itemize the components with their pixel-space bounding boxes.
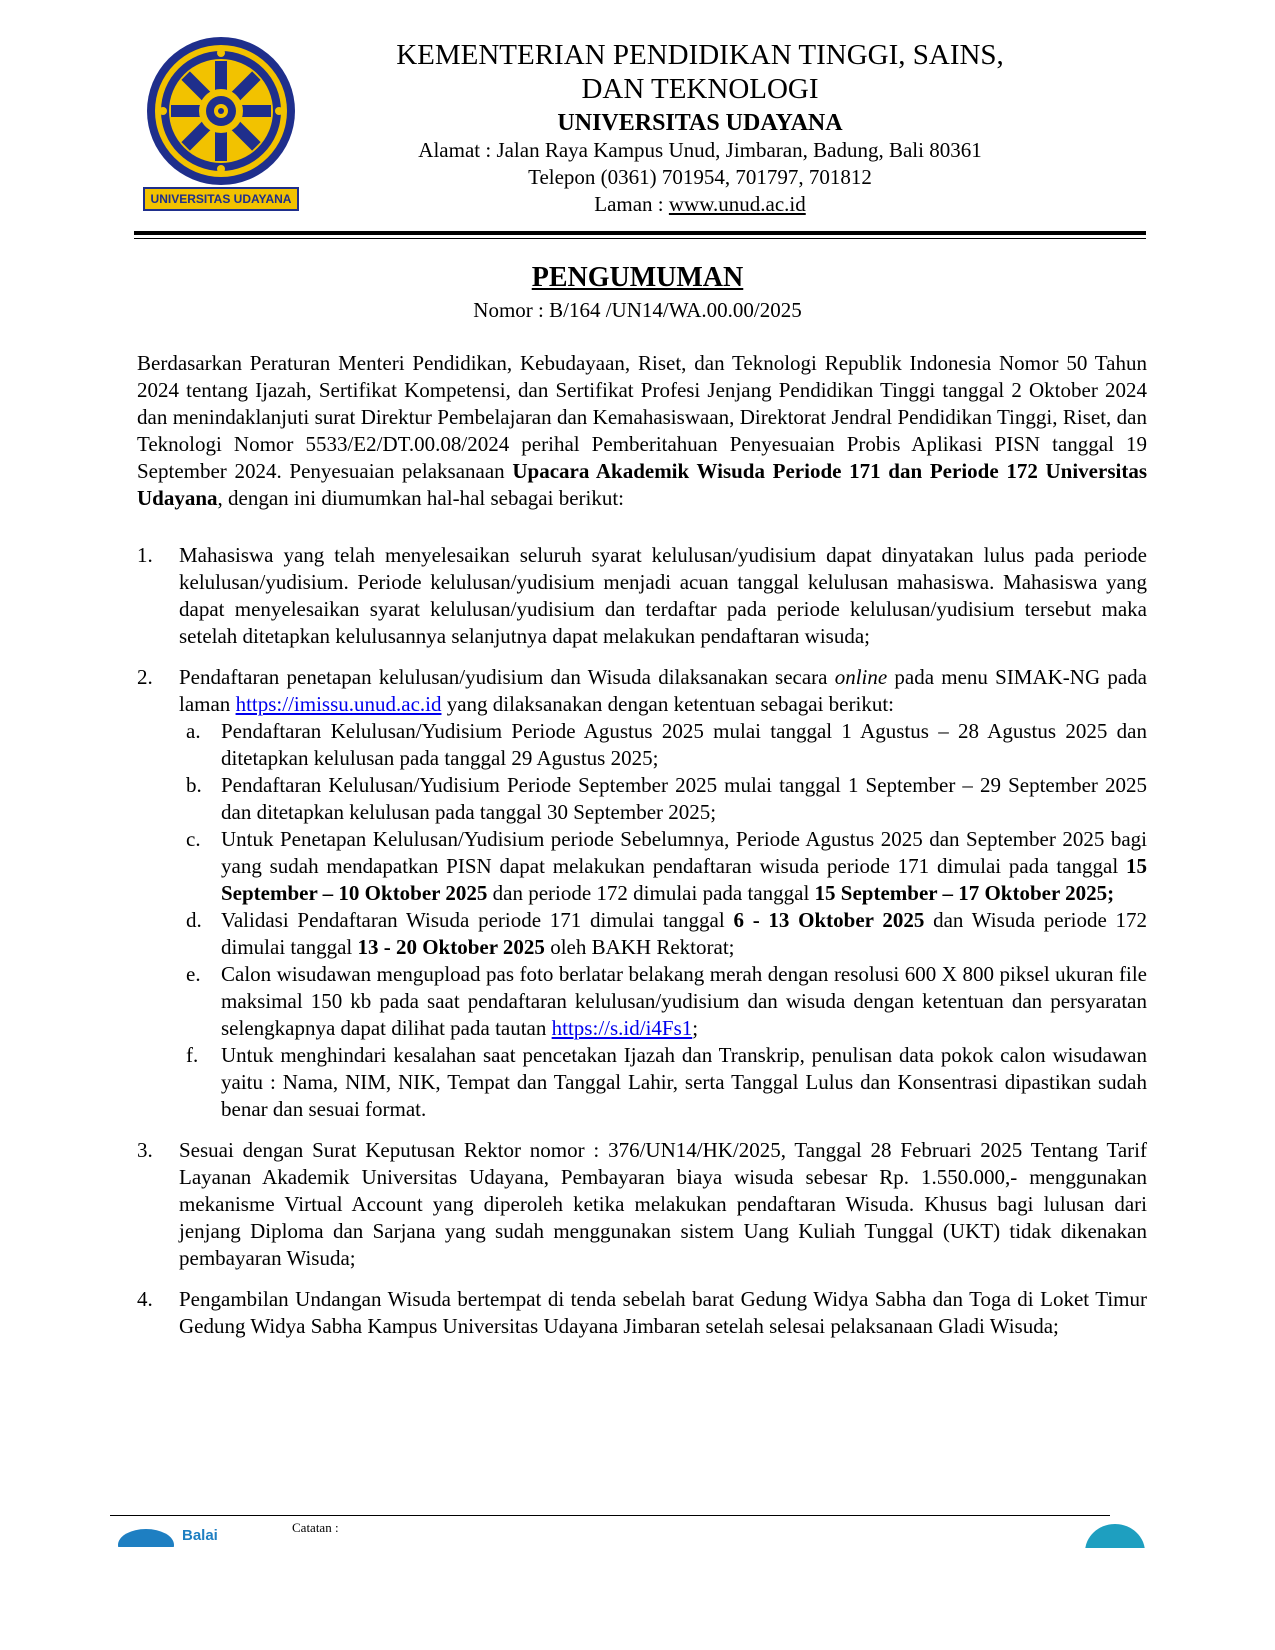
address: Alamat : Jalan Raya Kampus Unud, Jimbaran, Badung, Bali 80361 [418,138,982,162]
phone: Telepon (0361) 701954, 701797, 701812 [528,165,872,189]
list-item-4 [137,1286,1147,1340]
logo-banner-text: UNIVERSITAS UDAYANA [150,192,292,206]
list-item-3 [137,1137,1147,1272]
sub-bold: 6 - 13 Oktober 2025 [733,908,925,932]
sub-letter: f. [186,1043,199,1067]
university-logo [142,35,300,213]
intro-text-1: Berdasarkan Peraturan Menteri Pendidikan, Kebudayaan, Riset, dan Teknologi Republik Indonesia Nomor 50 Tahun 2024 tentang Ijazah, Sertifikat Kompetensi, dan Sertifikat Profesi Jenjang Pendidikan Tinggi tanggal 2 Oktober 2024 dan menindaklanjuti surat Direktur Pembelajaran dan Kemahasiswaan, Direktorat Jendral Pendidikan Tinggi, Riset, dan Teknologi Nomor 5533/E2/DT.00.08/2024 perihal Pemberitahuan Penyesuaian Probis Aplikasi PISN tanggal 19 September 2024. Penyesuaian pelaksanaan [137,351,1147,483]
item-text [179,664,1147,718]
sub-text: Pendaftaran Kelulusan/Yudisium Periode September 2025 mulai tanggal 1 September – 29 September 2025 dan ditetapkan kelulusan pada tanggal 30 September 2025; [221,773,1147,824]
sub-letter: d. [186,908,202,932]
sub-text: Untuk menghindari kesalahan saat pencetakan Ijazah dan Transkrip, penulisan data pokok calon wisudawan yaitu : Nama, NIM, NIK, Tempat dan Tanggal Lahir, serta Tanggal Lulus dan Konsentrasi dipastikan sudah benar dan sesuai format. [221,1043,1147,1121]
footer-rule [110,1515,1110,1516]
university-name: UNIVERSITAS UDAYANA [557,110,843,136]
item-text: Mahasiswa yang telah menyelesaikan seluruh syarat kelulusan/yudisium dapat dinyatakan lulus pada periode kelulusan/yudisium. Periode kelulusan/yudisium menjadi acuan tanggal kelulusan mahasiswa. Mahasiswa yang dapat menyelesaikan syarat kelulusan/yudisium dan terdaftar pada periode kelulusan/yudisium tersebut maka setelah ditetapkan kelulusannya selanjutnya dapat melakukan pendaftaran wisuda; [179,543,1147,648]
photo-guide-link[interactable]: https://s.id/i4Fs1 [551,1016,693,1040]
item-number: 1. [137,543,153,567]
sub-item-b [179,772,1147,826]
list-item-1 [137,542,1147,650]
sub-text: Pendaftaran Kelulusan/Yudisium Periode Agustus 2025 mulai tanggal 1 Agustus – 28 Agustus 2025 dan ditetapkan kelulusan pada tanggal 29 Agustus 2025; [221,719,1147,770]
sub-bold: 15 September – 17 Oktober 2025; [814,881,1115,905]
header-rule-thick [134,231,1146,235]
document-body [137,350,1147,1354]
item-text-part: yang dilaksanakan dengan ketentuan sebagai berikut: [441,692,894,716]
item-text-part: Pendaftaran penetapan kelulusan/yudisium dan Wisuda dilaksanakan secara [179,665,835,689]
sub-letter: c. [186,827,201,851]
item-text: Pengambilan Undangan Wisuda bertempat di tenda sebelah barat Gedung Widya Sabha dan Toga di Loket Timur Gedung Widya Sabha Kampus Universitas Udayana Jimbaran setelah selesai pelaksanaan Gladi Wisuda; [179,1287,1147,1338]
sub-item-d [179,907,1147,961]
item-italic: online [834,665,888,689]
website-label: Laman : [594,192,669,216]
sub-item-f [179,1042,1147,1123]
sub-item-c [179,826,1147,907]
intro-bold: Upacara Akademik Wisuda Periode 171 dan Periode 172 Universitas Udayana [137,459,1147,510]
item-text: Sesuai dengan Surat Keputusan Rektor nomor : 376/UN14/HK/2025, Tanggal 28 Februari 2025 Tentang Tarif Layanan Akademik Universitas Udayana, Pembayaran biaya wisuda sebesar Rp. 1.550.000,- menggunakan mekanisme Virtual Account yang diperoleh ketika melakukan pendaftaran Wisuda. Khusus bagi lulusan dari jenjang Diploma dan Sarjana yang sudah menggunakan sistem Uang Kuliah Tunggal (UKT) tidak dikenakan pembayaran Wisuda; [179,1138,1147,1270]
sub-text: Untuk Penetapan Kelulusan/Yudisium periode Sebelumnya, Periode Agustus 2025 dan September 2025 bagi yang sudah mendapatkan PISN dapat melakukan pendaftaran wisuda periode 171 dimulai pada tanggal [221,827,1147,878]
sub-text: Validasi Pendaftaran Wisuda periode 171 dimulai tanggal [221,908,734,932]
sub-text: oleh BAKH Rektorat; [544,935,735,959]
item-number: 2. [137,665,153,689]
ministry-line-1: KEMENTERIAN PENDIDIKAN TINGGI, SAINS, [396,39,1004,71]
sub-text: Calon wisudawan mengupload pas foto berlatar belakang merah dengan resolusi 600 X 800 piksel ukuran file maksimal 150 kb pada saat pendaftaran kelulusan/yudisium dan wisuda dengan ketentuan dan persyaratan selengkapnya dapat dilihat pada tautan [221,962,1147,1040]
ministry-line-2: DAN TEKNOLOGI [581,73,819,105]
sub-text: dan periode 172 dimulai pada tanggal [487,881,815,905]
sub-letter: b. [186,773,202,797]
document-title: PENGUMUMAN [531,262,744,293]
intro-text-2: , dengan ini diumumkan hal-hal sebagai berikut: [217,486,625,510]
bsre-seal-icon [1082,1522,1148,1548]
sub-text: ; [692,1016,699,1040]
sub-text: dan Wisuda periode 172 dimulai tanggal [221,908,1147,959]
intro-paragraph [137,350,1147,512]
sub-bold: 15 September – 10 Oktober 2025 [221,854,1147,905]
bsre-logo-text: Balai [182,1527,218,1544]
sub-item-e [179,961,1147,1042]
item-text-part: pada menu SIMAK-NG pada laman [179,665,1147,716]
item-number: 3. [137,1138,153,1162]
sub-letter: e. [186,962,201,986]
letterhead [300,38,1100,218]
document-number: Nomor : B/164 /UN14/WA.00.00/2025 [473,298,802,322]
simak-link[interactable]: https://imissu.unud.ac.id [235,692,442,716]
bsre-logo-icon [118,1527,238,1547]
website-link[interactable]: www.unud.ac.id [668,192,806,216]
sub-item-a [179,718,1147,772]
sub-bold: 13 - 20 Oktober 2025 [357,935,545,959]
list-item-2 [137,664,1147,1123]
website [300,191,1100,218]
footer-note-label: Catatan : [292,1520,339,1535]
sub-letter: a. [186,719,201,743]
header-rule-thin [134,238,1146,239]
item-number: 4. [137,1287,153,1311]
